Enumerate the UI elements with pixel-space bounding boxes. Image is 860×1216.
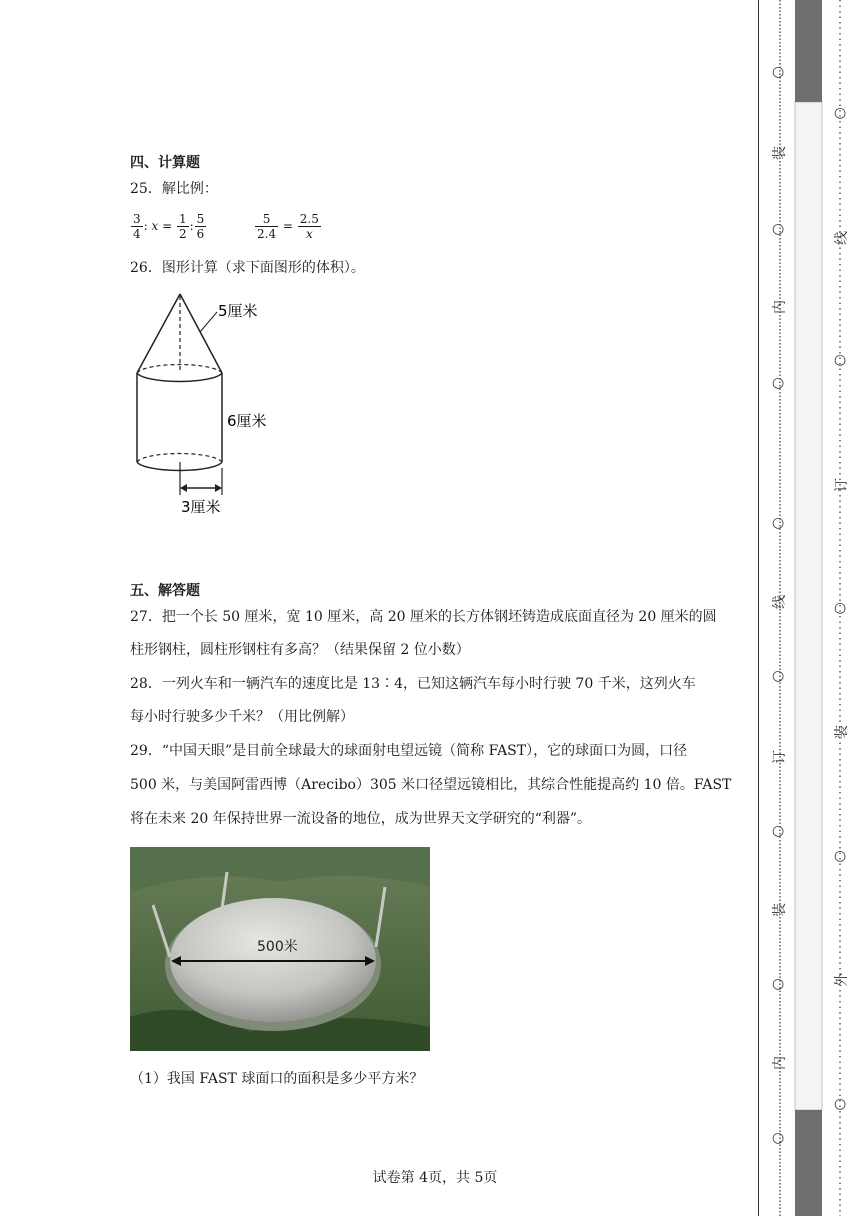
- cone-cylinder-figure: [130, 290, 280, 520]
- binding-word-ding: 订: [772, 750, 788, 764]
- binding-circle: ○: [834, 352, 847, 368]
- question-26-label: 26．图形计算（求下面图形的体积）。: [130, 260, 365, 276]
- binding-circle: ○: [772, 823, 785, 839]
- binding-word-xian: 线: [834, 231, 850, 245]
- binding-circle: ○: [834, 105, 847, 121]
- binding-word-xian: 线: [772, 595, 788, 609]
- cone-height-label: 5厘米: [218, 302, 258, 320]
- binding-word-ding: 订: [834, 478, 850, 492]
- binding-circle: ○: [772, 515, 785, 531]
- binding-margin: [758, 0, 860, 1216]
- binding-circle: ○: [834, 848, 847, 864]
- cylinder-height-label: 6厘米: [227, 412, 267, 430]
- question-28-line1: 28．一列火车和一辆汽车的速度比是 13∶4，已知这辆汽车每小时行驶 70 千米，这列火车: [130, 676, 696, 692]
- binding-circle: ○: [772, 375, 785, 391]
- binding-circle: ○: [772, 64, 785, 80]
- binding-word-zhuang: 装: [834, 725, 850, 739]
- radius-label: 3厘米: [181, 498, 221, 516]
- binding-word-nei: 内: [772, 300, 788, 314]
- diameter-label: 500米: [257, 939, 298, 955]
- question-25-label: 25．解比例：: [130, 181, 218, 197]
- fast-telescope-photo: [130, 847, 430, 1051]
- binding-word-zhuang: 装: [772, 146, 788, 160]
- question-29-line2: 500 米，与美国阿雷西博（Arecibo）305 米口径望远镜相比，其综合性能提高约 10 倍。FAST: [130, 777, 732, 793]
- binding-circle: ○: [772, 221, 785, 237]
- section-heading-answer: 五、解答题: [130, 583, 200, 599]
- exam-page: [130, 0, 740, 1216]
- question-29-sub1: （1）我国 FAST 球面口的面积是多少平方米？: [130, 1071, 424, 1087]
- binding-word-nei: 内: [772, 1056, 788, 1070]
- proportion-equation-1: $\frac{3}{4}$ : x = $\frac{1}{2}$ : $\frac{5}{6}$: [133, 212, 205, 241]
- binding-circle: ○: [772, 1130, 785, 1146]
- binding-word-zhuang: 装: [772, 903, 788, 917]
- binding-circle: ○: [834, 1096, 847, 1112]
- question-27-line1: 27．把一个长 50 厘米，宽 10 厘米，高 20 厘米的长方体钢坯铸造成底面直径为 20 厘米的圆: [130, 609, 717, 625]
- question-29-line3: 将在未来 20 年保持世界一流设备的地位，成为世界天文学研究的“利器”。: [130, 811, 592, 827]
- binding-circle: ○: [772, 976, 785, 992]
- page-footer: 试卷第 4页，共 5页: [372, 1170, 498, 1186]
- proportion-equation-2: $\frac{5}{2.4}$ = $\frac{2.5}{x}$: [257, 212, 319, 241]
- binding-circle: ○: [834, 600, 847, 616]
- binding-circle: ○: [772, 668, 785, 684]
- question-28-line2: 每小时行驶多少千米？（用比例解）: [130, 709, 354, 725]
- question-29-line1: 29．“中国天眼”是目前全球最大的球面射电望远镜（简称 FAST），它的球面口为圆，口径: [130, 743, 688, 759]
- question-27-line2: 柱形钢柱，圆柱形钢柱有多高？（结果保留 2 位小数）: [130, 642, 470, 658]
- binding-word-wai: 外: [834, 973, 850, 987]
- section-heading-calc: 四、计算题: [130, 155, 200, 171]
